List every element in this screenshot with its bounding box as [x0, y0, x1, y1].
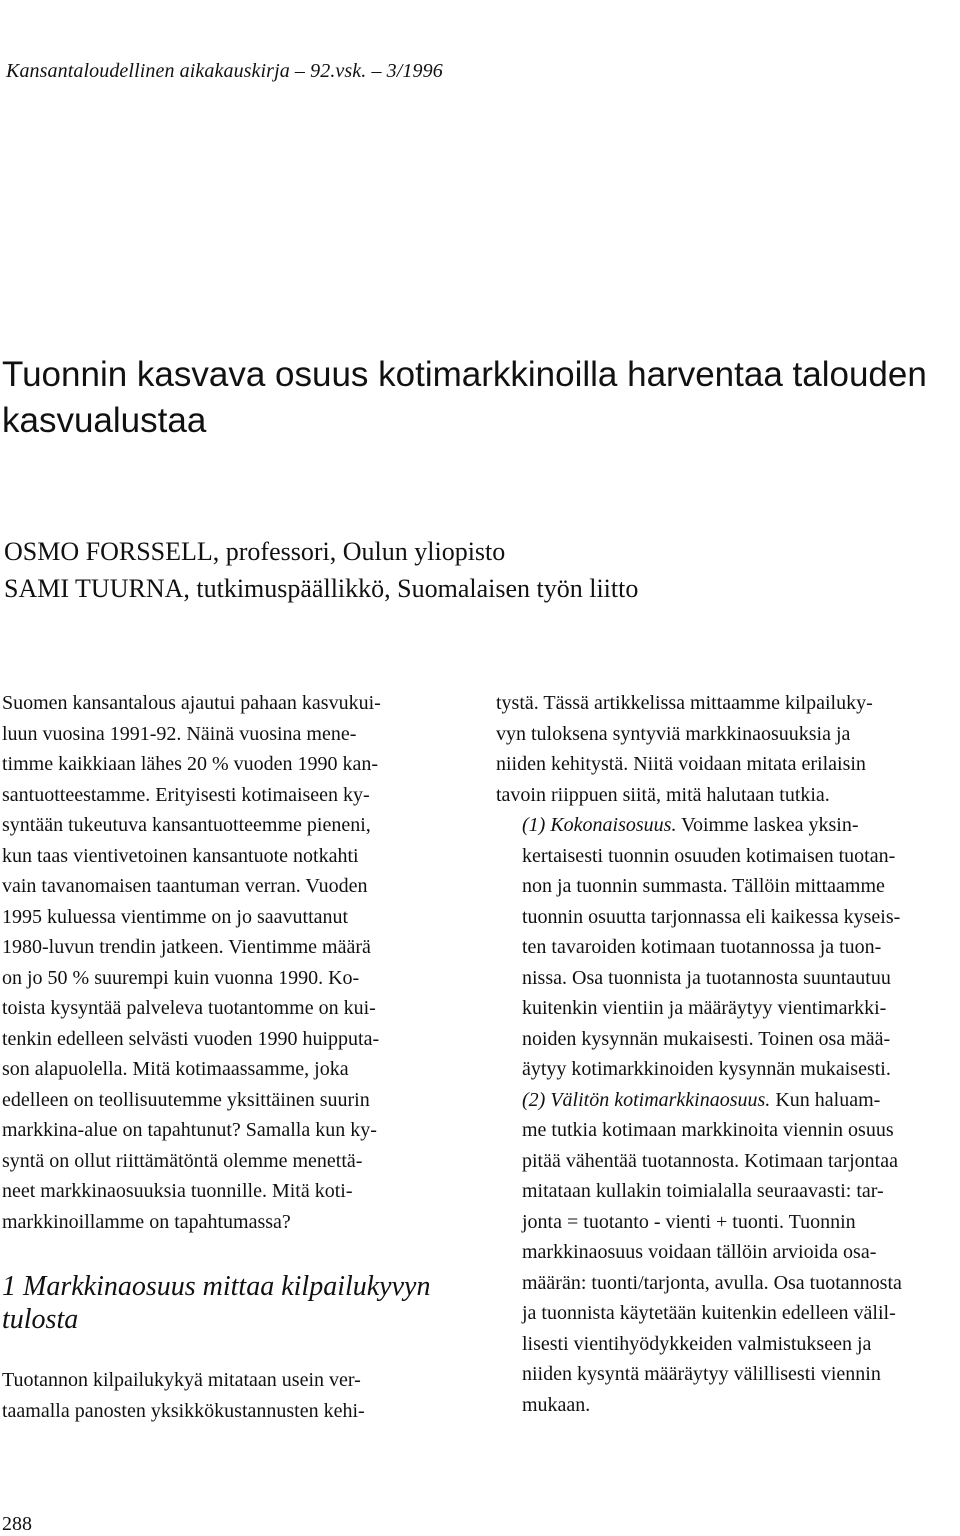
- left-column: [2, 688, 464, 1237]
- intro-paragraph: Suomen kansantalous ajautui pahaan kasvukui- luun vuosina 1991-92. Näinä vuosina mene- timme kaikkiaan lähes 20 % vuoden 1990 kan- santuotteestamme. Erityisesti kotimaiseen ky- syntään tukeutuva kansantuotteemme pieneni, kun taas vientivetoinen kansantuote notkahti vain tavanomaisen taantuman verran. Vuoden 1995 kuluessa vientimme on jo saavuttanut 1980-luvun trendin jatkeen. Vientimme määrä on jo 50 % suurempi kuin vuonna 1990. Ko- toista kysyntää palveleva tuotantomme on kui- tenkin edelleen selvästi vuoden 1990 huipputa- son alapuolella. Mitä kotimaassamme, joka edelleen on teollisuutemme yksittäinen suurin markkina-alue on tapahtunut? Samalla kun ky- syntä on ollut riittämätöntä olemme menettä- neet markkinaosuuksia tuonnille. Mitä koti- markkinoillamme on tapahtumassa?: [2, 692, 381, 1233]
- paragraph-text: Voimme laskea yksin- kertaisesti tuonnin osuuden kotimaisen tuotan- non ja tuonnin summasta. Tällöin mittaamme tuonnin osuutta tarjonnassa eli kaikessa kyseis- ten tavaroiden kotimaan tuotannossa ja tuon- nissa. Osa tuonnista ja tuotannosta suuntautuu kuitenkin vientiin ja määräytyy vientimarkki- noiden kysynnän mukaisesti. Toinen osa mää- äytyy kotimarkkinoiden kysynnän mukaisesti.: [522, 814, 901, 1080]
- author-line: OSMO FORSSELL, professori, Oulun yliopisto: [4, 537, 506, 566]
- running-head: Kansantaloudellinen aikakauskirja – 92.vsk. – 3/1996: [6, 60, 443, 82]
- section-paragraph: Tuotannon kilpailukykyä mitataan usein ver- taamalla panosten yksikkökustannusten kehi-: [2, 1369, 365, 1422]
- article-title: Tuonnin kasvava osuus kotimarkkinoilla harventaa talouden kasvualustaa: [2, 355, 927, 440]
- right-column: [496, 688, 958, 1420]
- body-paragraph: tystä. Tässä artikkelissa mittaamme kilpailuky- vyn tuloksena syntyviä markkinaosuuksia ja niiden kehitystä. Niitä voidaan mitata erilaisin tavoin riippuen siitä, mitä halutaan tutkia.: [496, 692, 873, 806]
- paragraph-text: Kun haluam- me tutkia kotimaan markkinoita viennin osuus pitää vähentää tuotannosta. Kotimaan tarjontaa mitataan kullakin toimialalla seuraavasti: tar- jonta = tuotanto - vienti + tuonti. Tuonnin markkinaosuus voidaan tällöin arvioida osa- määrän: tuonti/tarjonta, avulla. Osa tuotannosta ja tuonnista käytetään kuitenkin edelleen välil- lisesti vientihyödykkeiden valmistukseen ja niiden kysyntä määräytyy välillisesti viennin mukaan.: [522, 1088, 902, 1416]
- author-line: SAMI TUURNA, tutkimuspäällikkö, Suomalaisen työn liitto: [4, 574, 639, 603]
- paragraph-lead: (1) Kokonaisosuus.: [522, 814, 677, 836]
- body-paragraph: [496, 810, 958, 1085]
- paragraph-lead: (2) Välitön kotimarkkinaosuus.: [522, 1088, 771, 1111]
- page-number: 288: [2, 1513, 32, 1535]
- section-heading: 1 Markkinaosuus mittaa kilpailukyvyn tulosta: [2, 1271, 431, 1335]
- section-body: [2, 1365, 464, 1426]
- body-paragraph: [496, 1085, 958, 1421]
